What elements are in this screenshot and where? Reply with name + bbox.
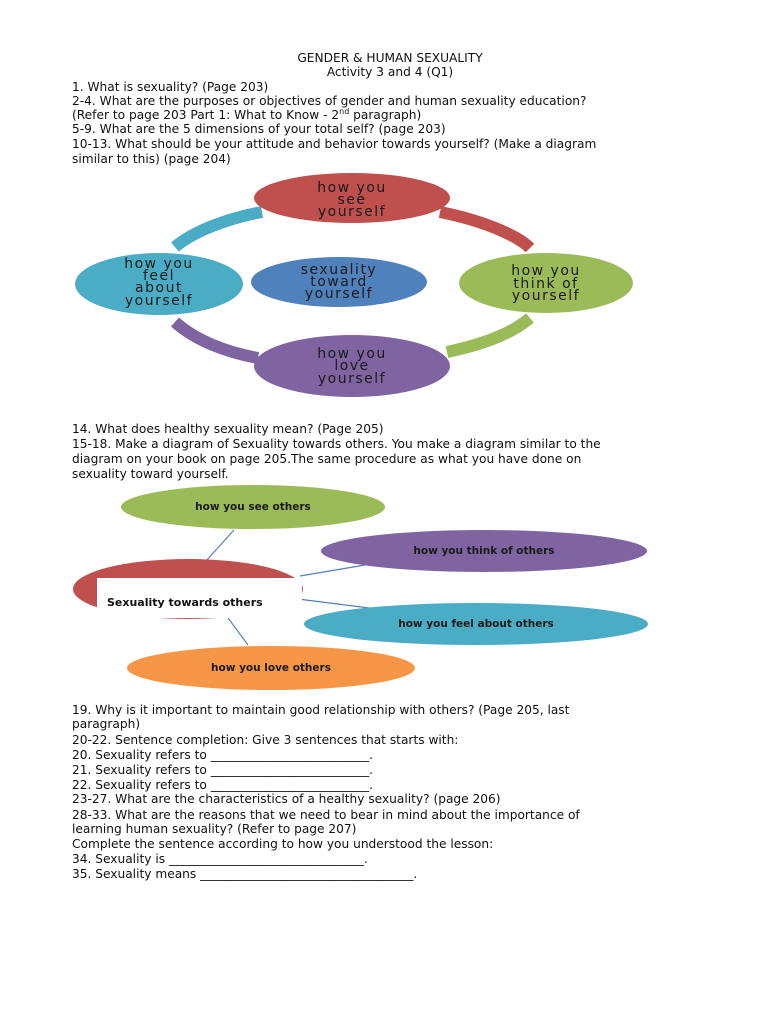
node-think-line-3: yourself: [511, 288, 581, 304]
question-28-33: 28-33. What are the reasons that we need to bear in mind about the importance of: [72, 808, 580, 822]
arc-right-bottom: [447, 318, 530, 352]
question-21: 21. Sexuality refers to __________________________.: [72, 763, 374, 777]
question-22: 22. Sexuality refers to __________________________.: [72, 778, 374, 792]
node-center-line-3: yourself: [304, 286, 374, 302]
connector-love: [228, 618, 248, 645]
question-10-13: 10-13. What should be your attitude and behavior towards yourself? (Make a diagram: [72, 137, 597, 151]
node-see-line-1: how you: [317, 180, 387, 196]
arc-top-right: [440, 212, 530, 248]
connector-think: [300, 565, 365, 576]
node-center-line-2: toward: [310, 274, 368, 290]
node-feel-line-1: how you: [124, 256, 194, 272]
diagram-toward-yourself: [0, 165, 768, 405]
node-feel-line-4: yourself: [124, 293, 194, 309]
connector-see: [205, 530, 234, 562]
node-think-line-1: how you: [511, 263, 581, 279]
question-28-33-cont: learning human sexuality? (Refer to page 207): [72, 822, 357, 836]
node-think-others-label: how you think of others: [413, 545, 555, 557]
diagram-towards-others: [0, 480, 768, 695]
question-35: 35. Sexuality means ___________________________________.: [72, 867, 418, 881]
node-love-others-label: how you love others: [211, 662, 331, 674]
question-15-18: 15-18. Make a diagram of Sexuality towards others. You make a diagram similar to the: [72, 437, 601, 451]
question-10-13-cont: similar to this) (page 204): [72, 152, 231, 166]
question-19: 19. Why is it important to maintain good relationship with others? (Page 205, last: [72, 703, 570, 717]
node-love-line-3: yourself: [317, 371, 387, 387]
document-title: GENDER & HUMAN SEXUALITY: [297, 51, 483, 65]
question-34: 34. Sexuality is ________________________________.: [72, 852, 368, 866]
question-20: 20. Sexuality refers to __________________________.: [72, 748, 374, 762]
node-love-line-1: how you: [317, 346, 387, 362]
question-19-cont: paragraph): [72, 717, 141, 731]
question-23-27: 23-27. What are the characteristics of a healthy sexuality? (page 206): [72, 792, 501, 806]
node-see-line-2: see: [337, 192, 367, 208]
node-feel-line-3: about: [135, 280, 183, 296]
node-center-others-label: Sexuality towards others: [107, 596, 263, 609]
arc-left-top: [175, 212, 262, 247]
question-1: 1. What is sexuality? (Page 203): [72, 80, 269, 94]
node-think-line-2: think of: [513, 276, 579, 292]
node-feel-line-2: feel: [142, 268, 176, 284]
document-subtitle: Activity 3 and 4 (Q1): [326, 65, 454, 79]
instruction-complete: Complete the sentence according to how you understood the lesson:: [72, 837, 494, 851]
question-2-4-ref: (Refer to page 203 Part 1: What to Know - 2nd paragraph): [72, 106, 422, 122]
question-15-18-cont-2: sexuality toward yourself.: [72, 467, 229, 481]
question-5-9: 5-9. What are the 5 dimensions of your total self? (page 203): [72, 122, 446, 136]
node-see-line-3: yourself: [317, 204, 387, 220]
node-center-line-1: sexuality: [300, 262, 378, 278]
node-see-others-label: how you see others: [195, 501, 311, 513]
arc-bottom-left: [175, 322, 258, 358]
node-feel-others-label: how you feel about others: [398, 618, 554, 630]
question-2-4: 2-4. What are the purposes or objectives of gender and human sexuality education?: [72, 94, 587, 108]
question-15-18-cont-1: diagram on your book on page 205.The same procedure as what you have done on: [72, 452, 582, 466]
node-love-line-2: love: [334, 358, 370, 374]
question-20-22: 20-22. Sentence completion: Give 3 sentences that starts with:: [72, 733, 459, 747]
question-14: 14. What does healthy sexuality mean? (Page 205): [72, 422, 384, 436]
